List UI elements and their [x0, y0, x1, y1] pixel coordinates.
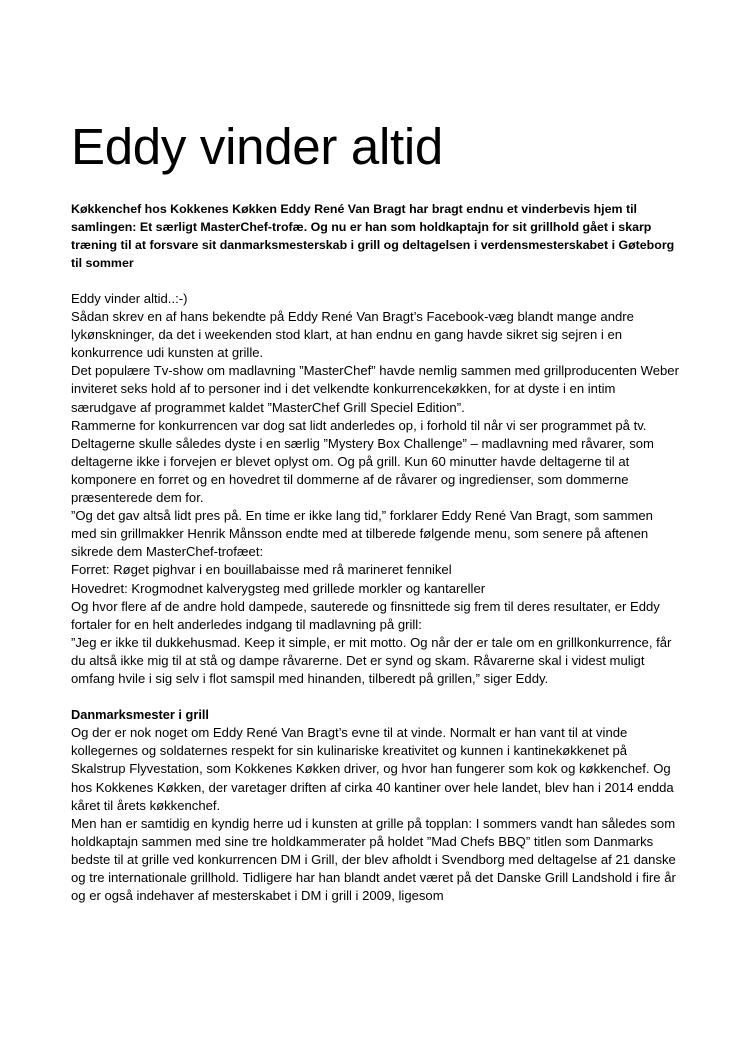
paragraph-masterchef: Det populære Tv-show om madlavning ”MasterChef” havde nemlig sammen med grillproducenten Weber inviteret seks hold af to personer ind i det velkendte konkurrencekøkken, for at dyste i en intim særudgave af programmet kaldet ”MasterChef Grill Speciel Edition”.: [71, 363, 679, 415]
paragraph-grill-champion: Men han er samtidig en kyndig herre ud i kunsten at grille på topplan: I sommers vandt han således som holdkaptajn sammen med sine tre holdkammerater på holdet ”Mad Chefs BBQ” titlen som Danmarks bedste til at grille ved konkurrencen DM i Grill, der blev afholdt i Svendborg med deltagelse af 21 danske og tre internationale grillhold. Tidligere har han blandt andet været på det Danske Grill Landshold i fire år og er også indehaver af mesterskabet i DM i grill i 2009, ligesom: [71, 815, 676, 904]
article-title: Eddy vinder altid: [71, 118, 443, 175]
article-lead: Køkkenchef hos Kokkenes Køkken Eddy René Van Bragt har bragt endnu et vinderbevis hjem til samlingen: Et særligt MasterChef-trofæ. Og nu er han som holdkaptajn for sit grillhold gået i skarp træning til at forsvare sit danmarksmesterskab i grill og deltagelsen i verdensmesterskabet i Gøteborg til sommer: [71, 202, 675, 270]
paragraph-spacer: [71, 688, 681, 706]
menu-starter: Forret: Røget pighvar i en bouillabaisse med rå marineret fennikel: [71, 562, 452, 578]
paragraph-winning: Og der er nok noget om Eddy René Van Bragt’s evne til at vinde. Normalt er han vant til at vinde kollegernes og soldaternes respekt for sin kulinariske kreativitet og kunnen i kantinekøkkenet på Skalstrup Flyvestation, som Kokkenes Køkken driver, og hvor han fungerer som kok og køkkenchef. Og hos Kokkenes Køkken, der varetager driften af cirka 40 kantiner over hele landet, blev han i 2014 endda kåret til årets køkkenchef.: [71, 725, 674, 813]
paragraph-facebook: Sådan skrev en af hans bekendte på Eddy René Van Bragt’s Facebook-væg blandt mange andre lykønskninger, da det i weekenden stod klart, at han endnu en gang havde sikret sig sejren i en konkurrence udi kunsten at grille.: [71, 309, 634, 361]
paragraph-quote-simple: ”Jeg er ikke til dukkehusmad. Keep it simple, er mit motto. Og når der er tale om en grillkonkurrence, får du altså ikke mig til at stå og dampe råvarerne. Det er synd og skam. Råvarerne skal i videst muligt omfang hvile i sig selv i flot samspil med hinanden, tilberedt på grillen,” siger Eddy.: [71, 634, 672, 686]
menu-main: Hovedret: Krogmodnet kalverygsteg med grillede morkler og kantareller: [71, 580, 486, 596]
paragraph-rules: Rammerne for konkurrencen var dog sat lidt anderledes op, i forhold til når vi ser programmet på tv. Deltagerne skulle således dyste i en særlig ”Mystery Box Challenge” – madlavning med råvarer, som deltagerne ikke i forvejen er blevet oplyst om. Og på grill. Kun 60 minutter havde deltagerne til at komponere en forret og en hovedret til dommerne af de råvarer og ingredienser, som dommerne præsenterede dem for.: [71, 417, 654, 506]
section-heading-danmarksmester: Danmarksmester i grill: [71, 707, 209, 723]
paragraph-quote-pressure: ”Og det gav altså lidt pres på. En time er ikke lang tid,” forklarer Eddy René Van Bragt, som sammen med sin grillmakker Henrik Månsson endte med at tilberede følgende menu, som senere på aftenen sikrede dem MasterChef-trofæet:: [71, 508, 653, 560]
paragraph-approach: Og hvor flere af de andre hold dampede, sauterede og finsnittede sig frem til deres resultater, er Eddy fortaler for en helt anderledes indgang til madlavning på grill:: [71, 598, 660, 632]
paragraph-intro: Eddy vinder altid..:-): [71, 291, 188, 306]
article-body: [71, 290, 681, 905]
